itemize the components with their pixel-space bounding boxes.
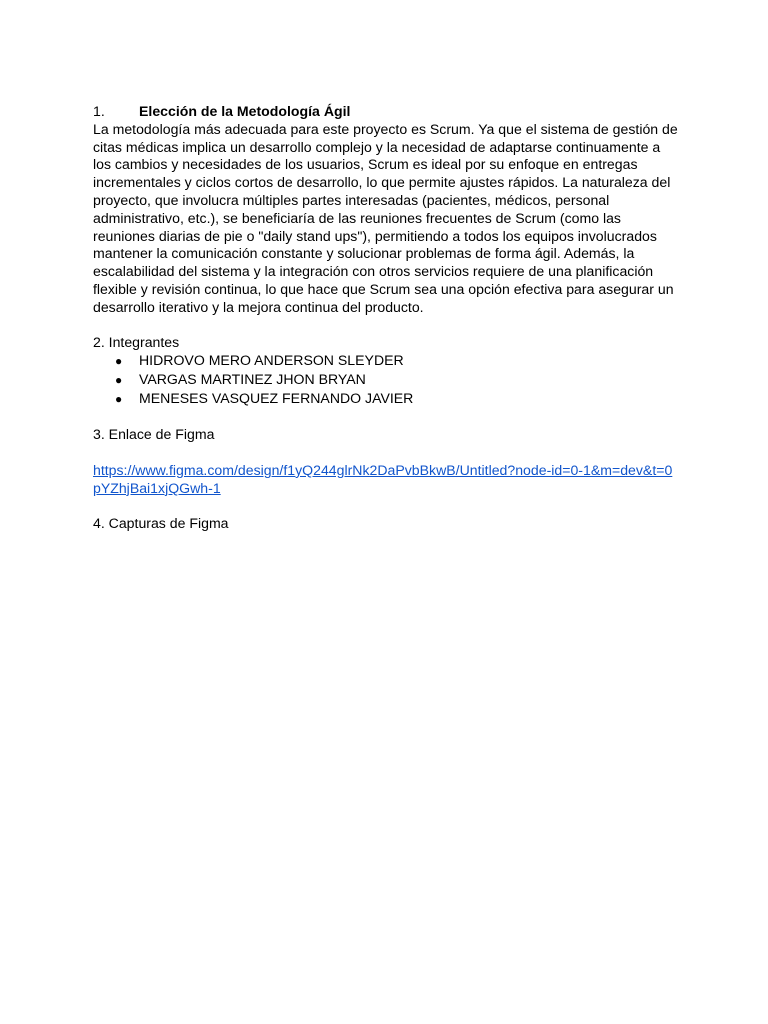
member-name: HIDROVO MERO ANDERSON SLEYDER bbox=[139, 352, 404, 369]
section-1-heading bbox=[93, 103, 678, 121]
figma-link[interactable]: https://www.figma.com/design/f1yQ244glrNk2DaPvbBkwB/Untitled?node-id=0-1&m=dev&t=0pYZhjBai1xjQGwh-1 bbox=[93, 461, 673, 496]
bullet-icon: ● bbox=[115, 391, 123, 406]
spacer bbox=[93, 317, 678, 335]
list-item bbox=[93, 352, 678, 371]
section-2-title: 2. Integrantes bbox=[93, 334, 180, 351]
list-item bbox=[93, 390, 678, 409]
member-name: MENESES VASQUEZ FERNANDO JAVIER bbox=[139, 389, 414, 406]
spacer bbox=[93, 498, 678, 516]
section-1-number: 1. bbox=[93, 103, 105, 119]
bullet-icon: ● bbox=[115, 372, 123, 387]
member-name: VARGAS MARTINEZ JHON BRYAN bbox=[139, 370, 366, 387]
list-item bbox=[93, 371, 678, 390]
section-1-title: Elección de la Metodología Ágil bbox=[139, 103, 351, 119]
spacer bbox=[93, 409, 678, 427]
methodology-paragraph: La metodología más adecuada para este proyecto es Scrum. Ya que el sistema de gestión de citas médicas implica un desarrollo complejo y la necesidad de adaptarse continuamente a los cambios y necesidades de los usuarios, Scrum es ideal por su enfoque en entregas incrementales y ciclos cortos de desarrollo, lo que permite ajustes rápidos. La naturaleza del proyecto, que involucra múltiples partes interesadas (pacientes, médicos, personal administrativo, etc.), se beneficiaría de las reuniones frecuentes de Scrum (como las reuniones diarias de pie o "daily stand ups"), permitiendo a todos los equipos involucrados mantener la comunicación constante y solucionar problemas de forma ágil. Además, la escalabilidad del sistema y la integración con otros servicios requiere de una planificación flexible y revisión continua, lo que hace que Scrum sea una opción efectiva para asegurar un desarrollo iterativo y la mejora continua del producto. bbox=[93, 120, 678, 315]
section-4-title: 4. Capturas de Figma bbox=[93, 515, 229, 532]
bullet-icon: ● bbox=[115, 354, 123, 369]
section-3-title: 3. Enlace de Figma bbox=[93, 426, 215, 443]
document-body bbox=[93, 103, 678, 533]
members-list bbox=[93, 352, 678, 408]
spacer bbox=[93, 444, 678, 462]
